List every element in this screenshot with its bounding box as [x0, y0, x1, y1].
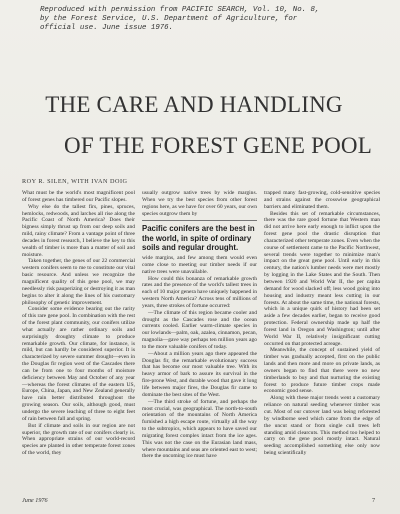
permission-line: by the Forest Service, U.S. Department of Agriculture, for — [40, 15, 298, 23]
paragraph: usually outgrow native trees by wide margins. When we try the best species from other forest regions here, as we have for over 60 years, our own species outgrow them by — [142, 190, 257, 217]
text-column-2 — [142, 190, 257, 460]
paragraph: But if climate and soils in our region are not superior, the growth rate of our conifers clearly is. When appropriate strains of our world-record species are planted in other temperate forest zones of the world, they — [22, 422, 135, 457]
permission-line: official use. June issue 1976. — [40, 24, 174, 32]
footer-date: June 1976 — [22, 497, 48, 504]
paragraph: What must be the world's most magnificent pool of forest genes has timbered our Pacific slopes. — [22, 190, 135, 203]
article-title-line-1: THE CARE AND HANDLING — [45, 92, 343, 117]
text-column-3 — [264, 190, 380, 457]
author-byline: ROY R. SILEN, WITH IVAN DOIG — [22, 178, 128, 185]
paragraph: Taken together, the genes of our 22 commercial western conifers seem to me to constitute our vital basic resource. And unless we recognize the magnificent quality of this gene pool, we may needlessly risk pauperizing or destroying it as man begins to alter it along the lines of his customary philosophy of genetic improvement. — [22, 258, 135, 306]
text-column-1 — [22, 190, 135, 457]
article-title-line-2: OF THE FOREST GENE POOL — [64, 133, 372, 158]
paragraph: Besides this set of remarkable circumstances, there was the rare good fortune that Western man did not arrive here early enough to inflict upon the forest gene pool the drastic disruption that characterized other temperate zones. Even when the course of settlement came to the Pacific Northwest, several trends were together to minimize man's impact on the great gene pool. Until early in this century, the nation's lumber needs were met mostly by logging in the Lake States and the South. Then between 1920 and World War II, the per capita demand for wood slacked off; less wood going into housing and industry meant less cutting in our forests. At about the same time, the national forests, which in a unique quirk of history had been set aside a few decades earlier, began to receive good protection. Federal ownership made up half the forest land in Oregon and Washington; until after World War II, relatively insignificant cutting occurred on that protected acreage. — [264, 210, 380, 347]
paragraph: Consider some evidence bearing out the rarity of this rare gene pool. In combination with the rest of the forest plant community, our conifers utilize what actually are rather ordinary soils and surprisingly droughty climate to produce remarkable growth. Our climate, for instance, is mild, but can hardly be considered superior. It is characterized by severe summer drought—even in the Douglas fir region west of the Cascades there can be from one to four months of moisture deficiency between May and October of any year—whereas the forest climates of the eastern US, Europe, China, Japan, and New Zealand generally have rain better distributed throughout the growing season. Our soils, although good, must undergo the severe leaching of three to eight feet of rain between fall and spring. — [22, 306, 135, 422]
paragraph: trapped many fast-growing, cold-sensitive species and strains against the crosswise geographical barriers and eliminated them. — [264, 190, 380, 210]
paragraph: Meanwhile, the concept of sustained yield of timber was gradually accepted, first on the public lands and then more and more on private lands, as owners began to find that there were no new timberlands to buy and that nurturing the existing forest to produce future timber crops made economic good sense. — [264, 347, 380, 395]
pull-quote: Pacific conifers are the best in the world, in spite of ordinary soils and regular drought. — [142, 220, 257, 252]
paragraph: wide margins, and few among them would even come close to meeting our timber needs if our native trees were unavailable. — [142, 254, 257, 275]
page-number: 7 — [372, 497, 376, 504]
paragraph: Why else do the tallest firs, pines, spruces, hemlocks, redwoods, and larches all rise along the Pacific Coast of North America? Does their bigness simply thrust up from our deep soils and mild, rainy climate? From a vantage point of three decades in forest research, I believe the key to this wealth of timber is more than a matter of soil and moisture. — [22, 203, 135, 258]
permission-line: Reproduced with permission from PACIFIC SEARCH, Vol. 10, No. 8, — [40, 6, 320, 14]
paragraph: —The climate of this region became cooler and drought as the Cascades rose and the ocean currents cooled. Earlier warm-climate species in our lowlands—palm, oak, azalea, cinnamon, pecan, magnolia—gave way perhaps ten million years ago to the more valuable conifers of today. — [142, 309, 257, 350]
permission-notice — [40, 6, 360, 33]
paragraph: —About a million years ago there appeared the Douglas fir, the remarkable evolutionary success that has become our most valuable tree. With its heavy armor of bark to assure its survival in the fire-prone West, and durable wood that gave it long life between major fires, the Douglas fir came to dominate the best sites of the West. — [142, 350, 257, 398]
paragraph: How could this bonanza of remarkable growth rates and the presence of the world's tallest trees in each of 10 major genera have uniquely happened in western North America? Across tens of millions of years, three strokes of fortune occurred: — [142, 275, 257, 309]
paragraph: —The third stroke of fortune, and perhaps the most crucial, was geographical. The north-to-south orientation of the mountains of North America furnished a high escape route, virtually all the way to the subtropics, which appears to have saved our migrating forest complex intact from the ice ages. This was not the case on the Eurasian land mass, where mountains and seas are oriented east to west; there the oncoming ice must have — [142, 398, 257, 460]
paragraph: Along with these major trends went a customary reliance on natural seeding whenever timber was cut. Most of our cutover land was being reforested by windborne seed which came from the edge of the uncut stand or from single cull trees left standing amid clearcuts. This method too helped to carry on the gene pool mostly intact. Natural seeding accomplished something else only now being scientifically — [264, 395, 380, 457]
